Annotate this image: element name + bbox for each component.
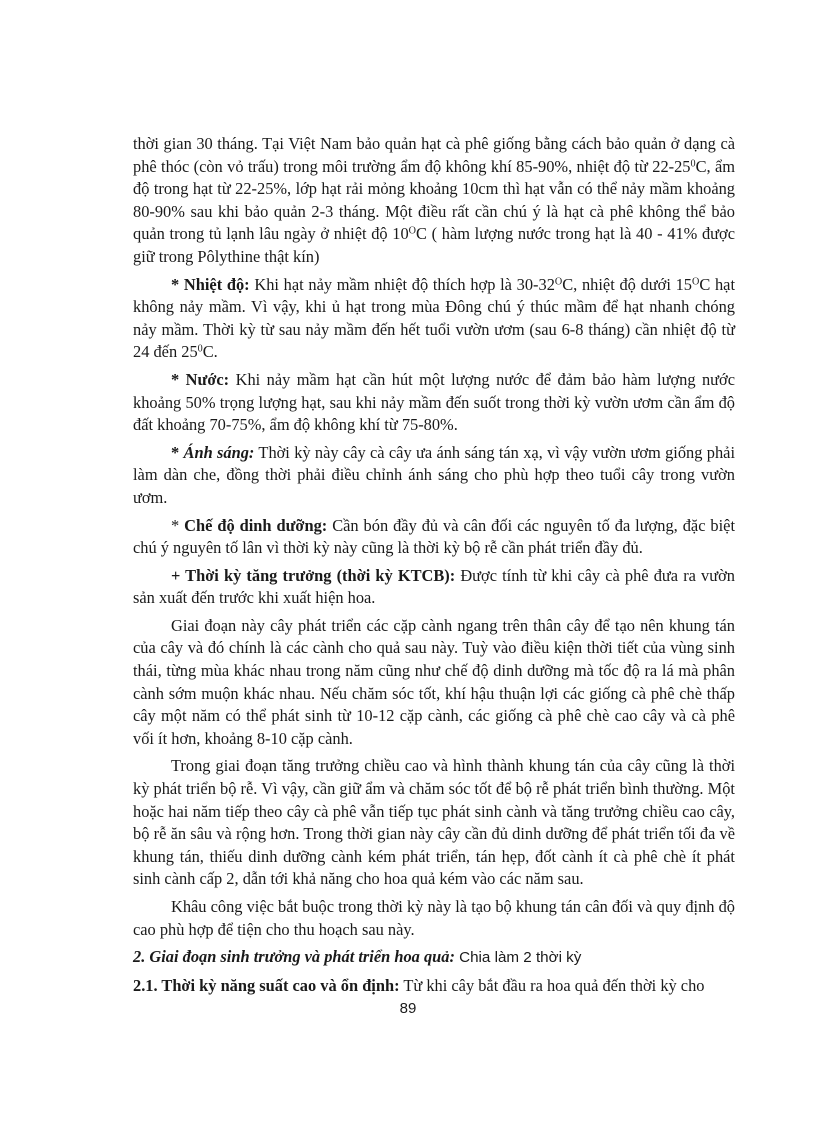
paragraph-growth-period — [133, 565, 735, 610]
text-run: thời gian 30 tháng. Tại Việt Nam bảo quản hạt cà phê giống bằng cách bảo quản ở dạng cà phê thóc (còn vỏ trấu) trong môi trường ẩm độ không khí 85-90%, nhiệt độ từ 22-25 — [133, 134, 735, 176]
paragraph-light — [133, 442, 735, 510]
text-run: Chia làm 2 thời kỳ — [454, 949, 582, 967]
text-run: C hạt không nảy mầm. Vì vậy, khi ủ hạt trong mùa Đông chú ý thúc mầm để hạt nhanh chóng nảy mầm. Thời kỳ từ sau nảy mầm đến hết tuổi vườn ươm (sau 6-8 tháng) cần nhiệt độ từ 24 đến 25 — [133, 274, 735, 362]
page-number: 89 — [399, 1000, 417, 1017]
paragraph-canopy-shaping: Khâu công việc bắt buộc trong thời kỳ này là tạo bộ khung tán cân đối và quy định độ cao phù hợp để tiện cho thu hoạch sau này. — [133, 897, 735, 939]
section-heading-2-1 — [133, 975, 735, 998]
text-run: Cần bón đầy đủ và cân đối các nguyên tố đa lượng, đặc biệt chú ý nguyên tố lân vì thời kỳ này cũng là thời kỳ bộ rễ cần phát triển đầy đủ. — [133, 515, 735, 558]
section-2-title: 2. Giai đoạn sinh trưởng và phát triển hoa quả: — [133, 947, 455, 967]
superscript: O — [554, 275, 563, 287]
paragraph-seed-storage — [133, 133, 735, 269]
text-run: Được tính từ khi cây cà phê đưa ra vườn sản xuất đến trước khi xuất hiện hoa. — [133, 565, 735, 608]
paragraph-temperature — [133, 274, 735, 364]
section-heading-2 — [133, 946, 735, 970]
paragraph-branch-development: Giai đoạn này cây phát triển các cặp cành ngang trên thân cây để tạo nên khung tán của cây và đó chính là các cành cho quả sau này. Tuỳ vào điều kiện thời tiết của vùng sinh thái, từng mùa khác nhau trong năm cũng như chế độ dinh dưỡng mà tốc độ ra lá mà phân cành sớm muộn khác nhau. Nếu chăm sóc tốt, khí hậu thuận lợi các giống cà phê chè thấp cây một năm có thể phát sinh từ 10-12 cặp cành, các giống cà phê chè cao cây và cà phê vối ít hơn, khoảng 8-10 cặp cành. — [133, 615, 735, 748]
superscript: O — [691, 275, 700, 287]
paragraph-water — [133, 369, 735, 437]
nutrition-heading: Chế độ dinh dưỡng: — [184, 515, 328, 535]
bullet-star: * — [171, 515, 185, 535]
paragraph-root-development: Trong giai đoạn tăng trưởng chiều cao và hình thành khung tán của cây cũng là thời kỳ phát triển bộ rễ. Vì vậy, cần giữ ẩm và chăm sóc tốt để bộ rễ phát triển bình thường. Một hoặc hai năm tiếp theo cây cà phê vẫn tiếp tục phát sinh cành và tăng trưởng chiều cao cây, bộ rễ ăn sâu và rộng hơn. Trong thời gian này cây cần đủ dinh dưỡng để phát triển tối đa về khung tán, thiếu dinh dưỡng cành kém phát triển, tán hẹp, đốt cành ít cà phê chè ít phát sinh cành cấp 2, dẫn tới khả năng cho hoa quả kém vào các năm sau. — [133, 756, 735, 889]
text-run: Khi nảy mầm hạt cần hút một lượng nước để đảm bảo hàm lượng nước khoảng 50% trọng lượng hạt, sau khi nảy mầm đến suốt trong thời kỳ vườn ươm cần ẩm độ đất khoảng 70-75%, ẩm độ không khí từ 75-80%. — [133, 369, 736, 435]
text-run: C. — [202, 342, 218, 362]
superscript: 0 — [197, 343, 203, 355]
temperature-heading: * Nhiệt độ: — [171, 274, 250, 294]
page-body — [133, 133, 735, 1002]
water-heading: * Nước: — [171, 369, 230, 389]
text-run: Từ khi cây bắt đầu ra hoa quả đến thời kỳ cho — [399, 975, 705, 995]
paragraph-nutrition — [133, 515, 735, 560]
superscript: O — [408, 225, 417, 237]
light-heading: Ánh sáng: — [183, 442, 255, 462]
growth-period-heading: + Thời kỳ tăng trưởng (thời kỳ KTCB): — [171, 565, 456, 585]
text-run: C, ẩm độ trong hạt từ 22-25%, lớp hạt rải mỏng khoảng 10cm thì hạt vẫn có thể nảy mầm khoảng 80-90% sau khi bảo quản 2-3 tháng. Một điều rất cần chú ý là hạt cà phê không thể bảo quản trong tủ lạnh lâu ngày ở nhiệt độ 10 — [133, 156, 736, 244]
text-run: C, nhiệt độ dưới 15 — [562, 274, 692, 294]
section-2-1-title: 2.1. Thời kỳ năng suất cao và ổn định: — [133, 975, 400, 995]
bullet-star: * — [171, 442, 184, 462]
superscript: 0 — [690, 158, 696, 170]
text-run: Thời kỳ này cây cà cây ưa ánh sáng tán xạ, vì vậy vườn ươm giống phải làm dàn che, đồng thời phải điều chỉnh ánh sáng cho phù hợp theo tuổi cây trong vườn ươm. — [133, 442, 736, 507]
text-run: Khi hạt nảy mầm nhiệt độ thích hợp là 30-32 — [249, 274, 555, 294]
text-run: C ( hàm lượng nước trong hạt là 40 - 41% được giữ trong Pôlythine thật kín) — [133, 224, 735, 266]
